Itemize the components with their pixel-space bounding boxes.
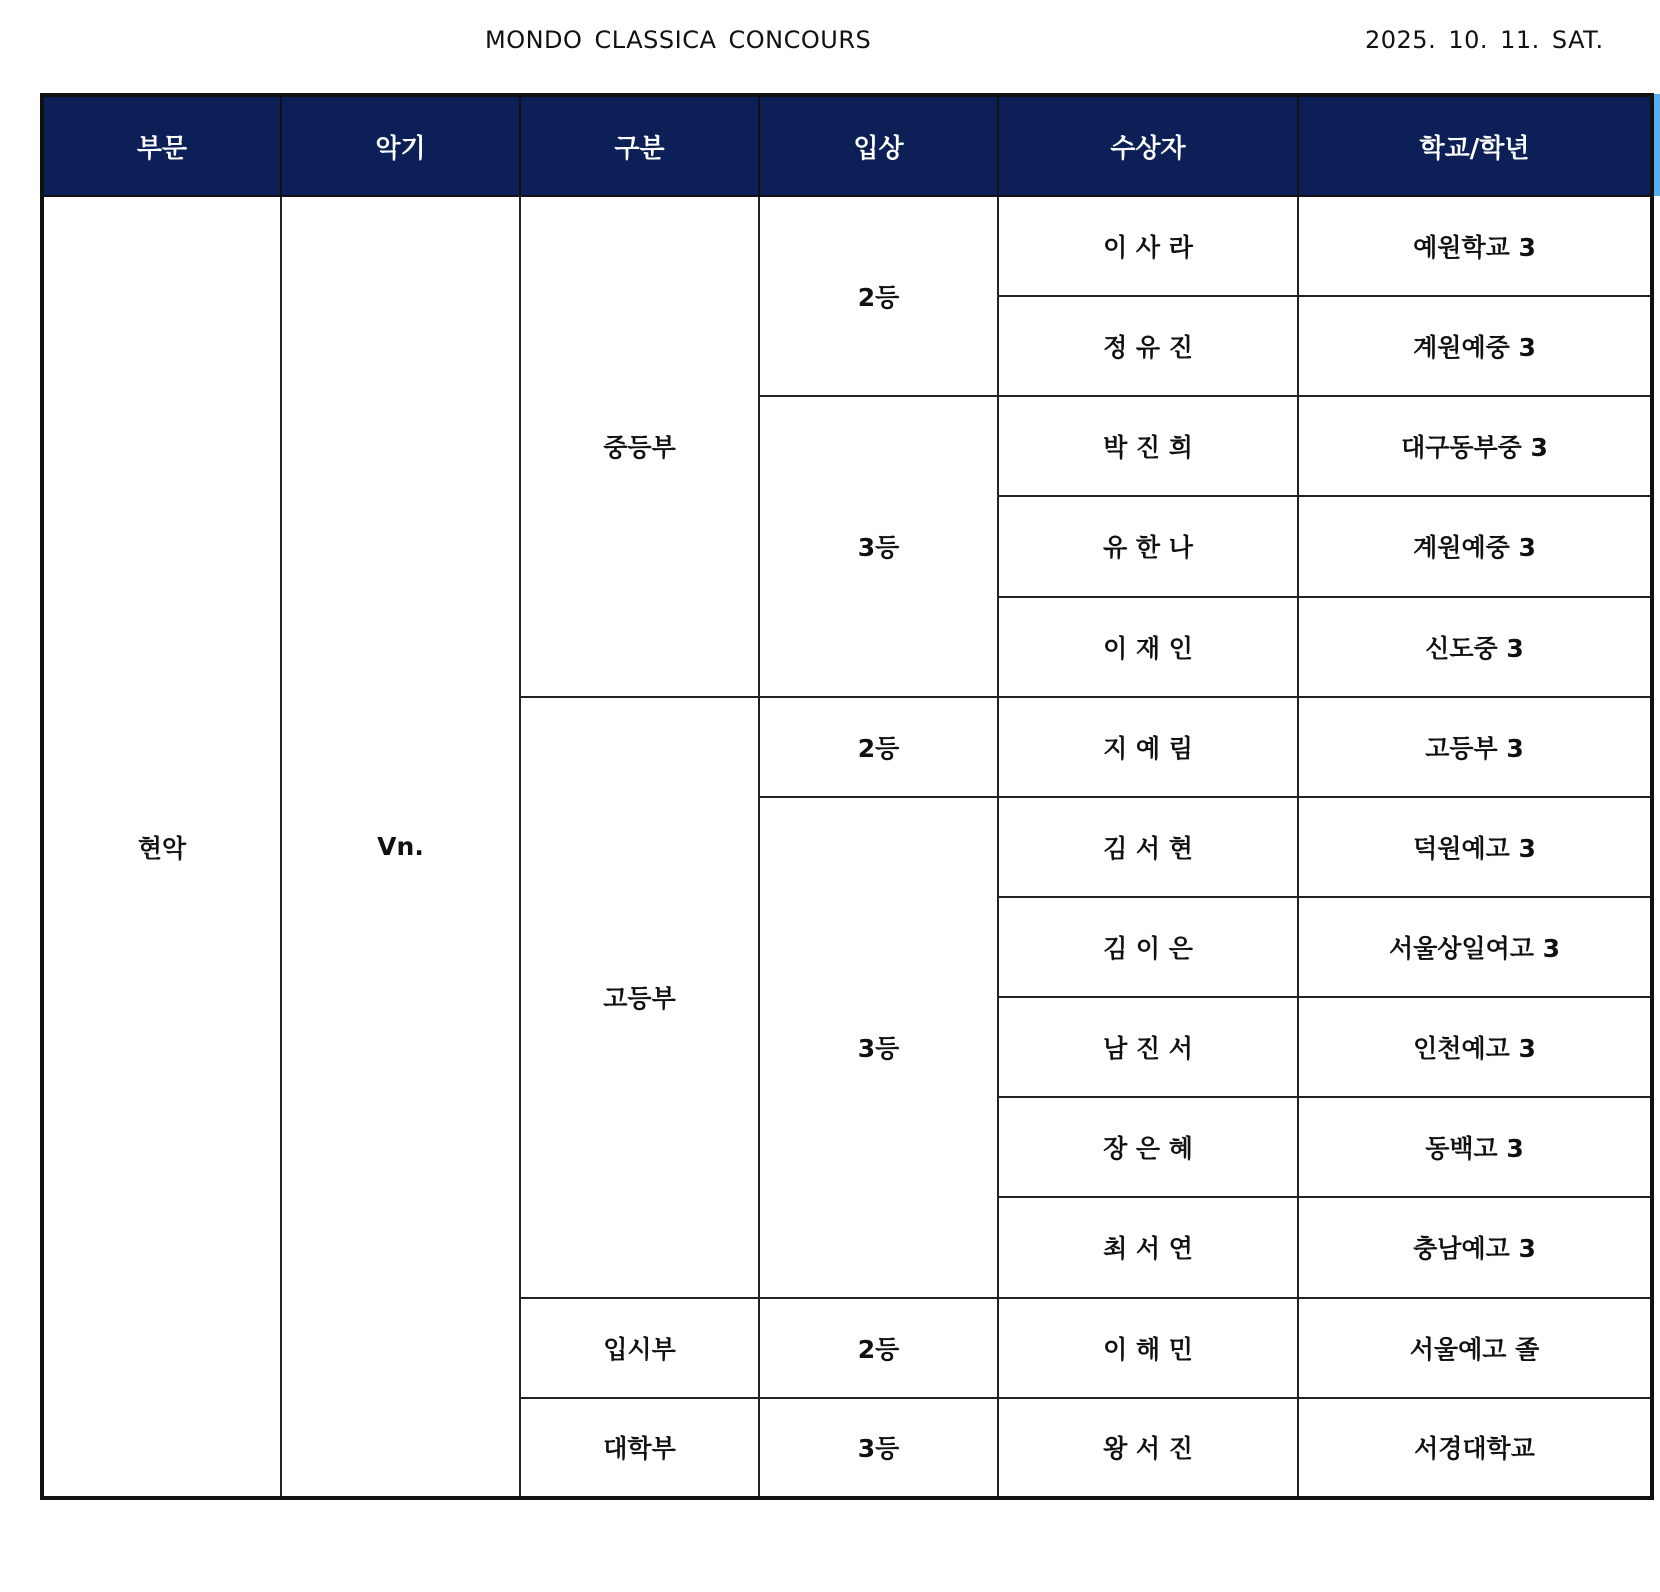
column-header-prize: 입상 (759, 95, 998, 196)
winner-name-cell: 박 진 희 (998, 396, 1298, 496)
prize-cell: 2등 (759, 196, 998, 396)
school-grade-cell: 덕원예고 3 (1298, 797, 1652, 897)
column-header-category: 부문 (42, 95, 281, 196)
prize-cell: 2등 (759, 697, 998, 797)
winner-name-cell: 김 이 은 (998, 897, 1298, 997)
table-header-row (42, 95, 1652, 196)
table-row (42, 196, 1652, 296)
prize-cell: 3등 (759, 396, 998, 696)
school-grade-cell: 고등부 3 (1298, 697, 1652, 797)
winner-name-cell: 남 진 서 (998, 997, 1298, 1097)
division-cell: 중등부 (520, 196, 759, 697)
winner-name-cell: 장 은 혜 (998, 1097, 1298, 1197)
division-cell: 대학부 (520, 1398, 759, 1498)
school-grade-cell: 동백고 3 (1298, 1097, 1652, 1197)
winner-name-cell: 이 해 민 (998, 1298, 1298, 1398)
column-header-school-grade: 학교/학년 (1298, 95, 1652, 196)
document-title: MONDO CLASSICA CONCOURS (485, 26, 872, 54)
school-grade-cell: 신도중 3 (1298, 597, 1652, 697)
winner-name-cell: 유 한 나 (998, 496, 1298, 596)
school-grade-cell: 서경대학교 (1298, 1398, 1652, 1498)
school-grade-cell: 인천예고 3 (1298, 997, 1652, 1097)
document-date: 2025. 10. 11. SAT. (1365, 26, 1604, 54)
winner-name-cell: 지 예 림 (998, 697, 1298, 797)
school-grade-cell: 충남예고 3 (1298, 1197, 1652, 1297)
instrument-cell: Vn. (281, 196, 520, 1498)
prize-cell: 2등 (759, 1298, 998, 1398)
winner-name-cell: 왕 서 진 (998, 1398, 1298, 1498)
division-cell: 고등부 (520, 697, 759, 1298)
prize-cell: 3등 (759, 1398, 998, 1498)
category-cell: 현악 (42, 196, 281, 1498)
column-header-division: 구분 (520, 95, 759, 196)
school-grade-cell: 서울상일여고 3 (1298, 897, 1652, 997)
winner-name-cell: 김 서 현 (998, 797, 1298, 897)
results-table (40, 93, 1654, 1500)
school-grade-cell: 서울예고 졸 (1298, 1298, 1652, 1398)
column-header-winner: 수상자 (998, 95, 1298, 196)
school-grade-cell: 예원학교 3 (1298, 196, 1652, 296)
winner-name-cell: 정 유 진 (998, 296, 1298, 396)
prize-cell: 3등 (759, 797, 998, 1298)
school-grade-cell: 계원예중 3 (1298, 296, 1652, 396)
winner-name-cell: 최 서 연 (998, 1197, 1298, 1297)
school-grade-cell: 대구동부중 3 (1298, 396, 1652, 496)
winner-name-cell: 이 사 라 (998, 196, 1298, 296)
column-header-instrument: 악기 (281, 95, 520, 196)
division-cell: 입시부 (520, 1298, 759, 1398)
school-grade-cell: 계원예중 3 (1298, 496, 1652, 596)
winner-name-cell: 이 재 인 (998, 597, 1298, 697)
